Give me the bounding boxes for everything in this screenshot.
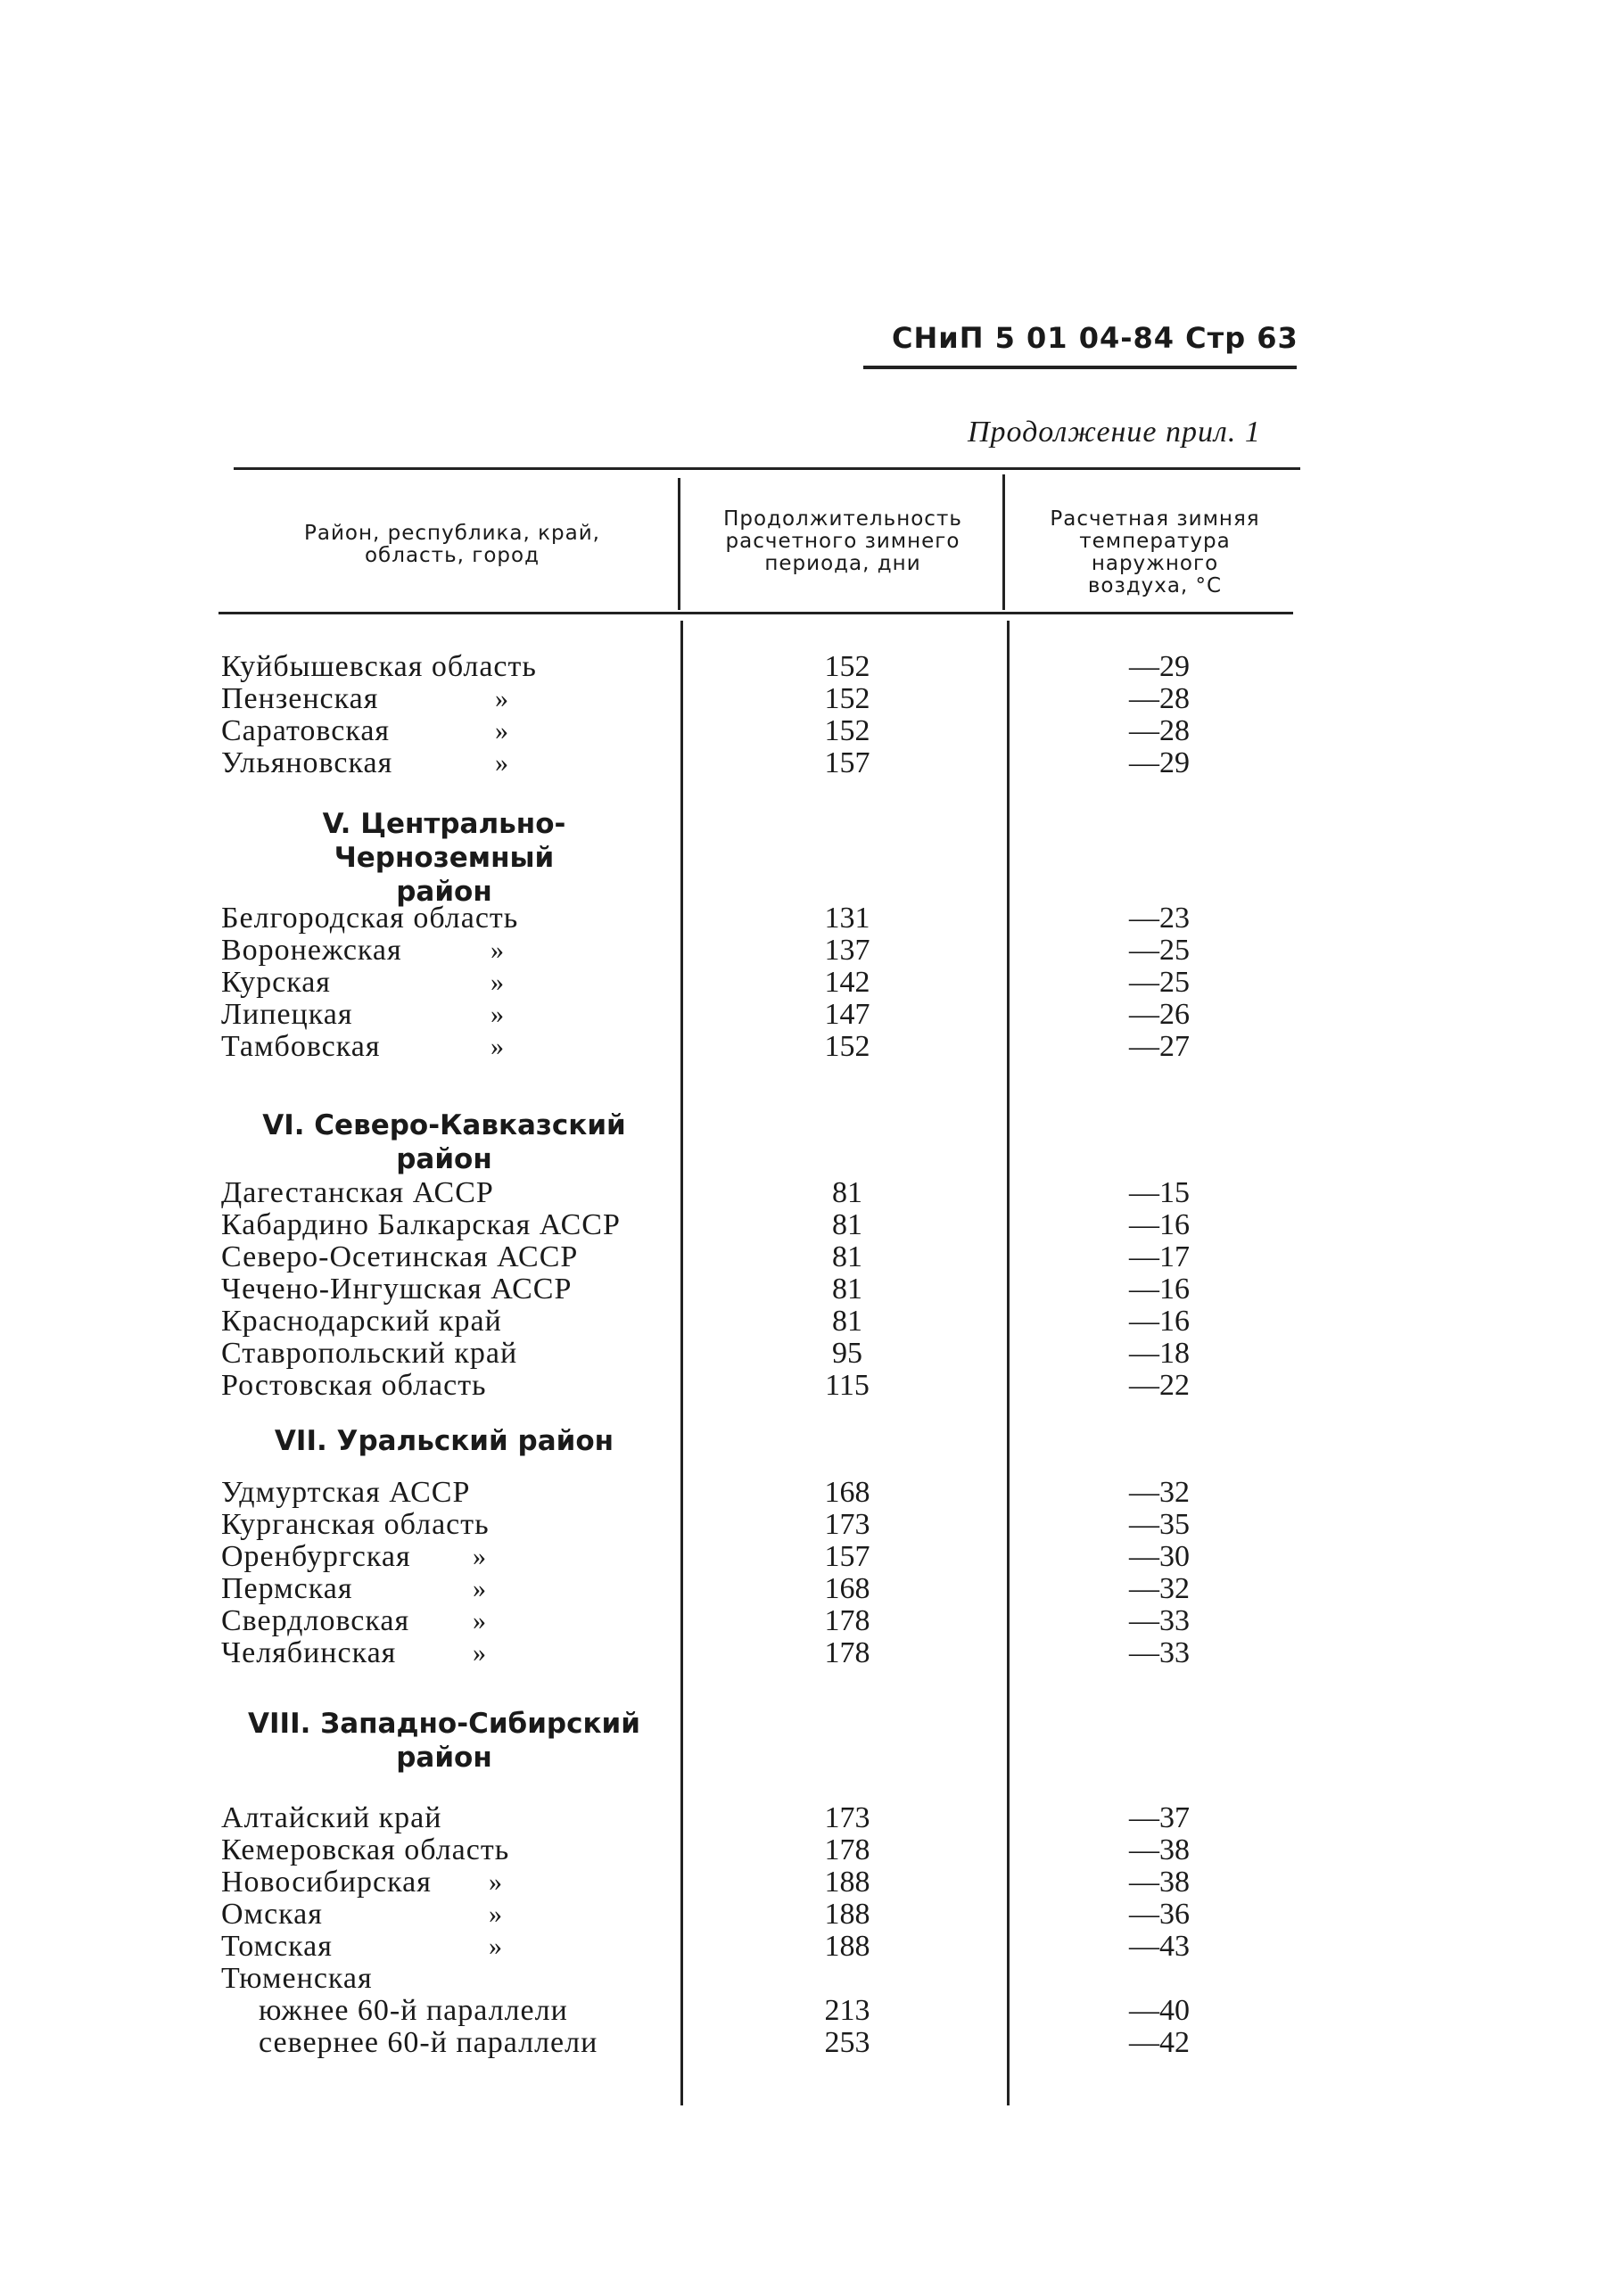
region-name: Новосибирская — [221, 1866, 432, 1899]
column-header-line: воздуха, °С — [1087, 574, 1223, 597]
table-row — [0, 1209, 1624, 1241]
duration-days: 173 — [824, 1801, 870, 1834]
table-row — [0, 935, 1624, 967]
table-row — [0, 747, 1624, 779]
region-name: Тамбовская — [221, 1030, 381, 1063]
column-divider-1-header — [678, 478, 680, 610]
winter-temperature: —36 — [1129, 1898, 1190, 1931]
ditto-mark: » — [489, 1867, 502, 1897]
table-row — [0, 1509, 1624, 1541]
column-header-line: температура наружного — [1079, 530, 1231, 575]
winter-temperature: —32 — [1129, 1476, 1190, 1509]
section-heading — [221, 1707, 667, 1775]
table-row — [0, 902, 1624, 935]
duration-days: 152 — [824, 1030, 870, 1063]
duration-days: 81 — [832, 1240, 862, 1273]
ditto-mark: » — [490, 1032, 504, 1061]
table-row — [0, 1573, 1624, 1605]
header-bottom-rule — [218, 612, 1293, 614]
duration-days: 115 — [825, 1369, 870, 1402]
winter-temperature: —16 — [1129, 1208, 1190, 1241]
winter-temperature: —35 — [1129, 1508, 1190, 1541]
winter-temperature: —16 — [1129, 1273, 1190, 1306]
ditto-mark: » — [473, 1542, 486, 1571]
document-reference: СНиП 5 01 04-84 Стр 63 — [892, 321, 1298, 355]
section-heading — [221, 1424, 667, 1458]
ditto-mark: » — [473, 1638, 486, 1668]
region-name: Тюменская — [221, 1962, 373, 1995]
column-header-line: Продолжительность — [723, 507, 962, 531]
winter-temperature: —30 — [1129, 1540, 1190, 1573]
winter-temperature: —38 — [1129, 1833, 1190, 1866]
table-row — [0, 1866, 1624, 1899]
region-name: Алтайский край — [221, 1801, 442, 1834]
table-row — [0, 715, 1624, 747]
duration-days: 152 — [824, 682, 870, 715]
duration-days: 95 — [832, 1337, 862, 1370]
winter-temperature: —33 — [1129, 1636, 1190, 1669]
duration-days: 178 — [824, 1636, 870, 1669]
winter-temperature: —28 — [1129, 714, 1190, 747]
duration-days: 188 — [824, 1898, 870, 1931]
duration-days: 81 — [832, 1305, 862, 1338]
winter-temperature: —32 — [1129, 1572, 1190, 1605]
region-name: южнее 60-й параллели — [259, 1994, 568, 2027]
winter-temperature: —42 — [1129, 2026, 1190, 2059]
section-heading-line: VI. Северо-Кавказский район — [262, 1109, 626, 1175]
winter-temperature: —15 — [1129, 1176, 1190, 1209]
duration-days: 178 — [824, 1604, 870, 1637]
winter-temperature: —40 — [1129, 1994, 1190, 2027]
region-name: Свердловская — [221, 1604, 410, 1637]
duration-days: 168 — [824, 1572, 870, 1605]
ditto-mark: » — [489, 1899, 502, 1929]
table-row — [0, 1995, 1624, 2027]
region-name: Северо-Осетинская АССР — [221, 1240, 579, 1273]
winter-temperature: —18 — [1129, 1337, 1190, 1370]
table-row — [0, 1899, 1624, 1931]
winter-temperature: —25 — [1129, 966, 1190, 999]
ditto-mark: » — [489, 1932, 502, 1961]
table-row — [0, 1177, 1624, 1209]
column-header-line: периода, дни — [764, 552, 921, 575]
section-heading — [221, 807, 667, 909]
duration-days: 152 — [824, 714, 870, 747]
region-name: Саратовская — [221, 714, 391, 747]
section-heading-line: V. Центрально-Черноземный — [322, 808, 566, 874]
winter-temperature: —38 — [1129, 1866, 1190, 1899]
column-header-line: расчетного зимнего — [725, 530, 960, 553]
column-header-line: область, город — [364, 544, 540, 567]
column-header-temperature — [1013, 508, 1297, 597]
table-row — [0, 651, 1624, 683]
region-name: Пензенская — [221, 682, 379, 715]
ditto-mark: » — [490, 1000, 504, 1029]
duration-days: 152 — [824, 650, 870, 683]
table-row — [0, 1370, 1624, 1402]
region-name: Оренбургская — [221, 1540, 411, 1573]
region-name: Ставропольский край — [221, 1337, 518, 1370]
region-name: Пермская — [221, 1572, 353, 1605]
winter-temperature: —23 — [1129, 902, 1190, 935]
continuation-label: Продолжение прил. 1 — [968, 416, 1261, 449]
region-name: севернее 60-й параллели — [259, 2026, 598, 2059]
region-name: Воронежская — [221, 934, 402, 967]
column-header-region — [234, 523, 671, 567]
table-row — [0, 1834, 1624, 1866]
duration-days: 213 — [824, 1994, 870, 2027]
duration-days: 157 — [824, 746, 870, 779]
section-heading — [221, 1108, 667, 1176]
column-header-duration — [688, 508, 997, 575]
region-name: Чечено-Ингушская АССР — [221, 1273, 573, 1306]
table-row — [0, 683, 1624, 715]
winter-temperature: —29 — [1129, 650, 1190, 683]
column-divider-2-header — [1002, 474, 1005, 610]
region-name: Удмуртская АССР — [221, 1476, 471, 1509]
region-name: Белгородская область — [221, 902, 519, 935]
duration-days: 253 — [824, 2026, 870, 2059]
table-row — [0, 999, 1624, 1031]
winter-temperature: —17 — [1129, 1240, 1190, 1273]
winter-temperature: —33 — [1129, 1604, 1190, 1637]
ditto-mark: » — [495, 748, 508, 778]
ditto-mark: » — [473, 1574, 486, 1603]
region-name: Липецкая — [221, 998, 353, 1031]
section-heading-line: район — [396, 876, 492, 908]
header-rule — [863, 366, 1297, 369]
ditto-mark: » — [490, 935, 504, 965]
region-name: Челябинская — [221, 1636, 397, 1669]
table-row — [0, 967, 1624, 999]
table-row — [0, 1306, 1624, 1338]
table-row — [0, 1477, 1624, 1509]
region-name: Ростовская область — [221, 1369, 487, 1402]
region-name: Томская — [221, 1930, 333, 1963]
region-name: Ульяновская — [221, 746, 393, 779]
duration-days: 81 — [832, 1273, 862, 1306]
winter-temperature: —28 — [1129, 682, 1190, 715]
column-header-line: Район, республика, край, — [304, 522, 600, 545]
region-name: Омская — [221, 1898, 323, 1931]
region-name: Курская — [221, 966, 331, 999]
duration-days: 157 — [824, 1540, 870, 1573]
ditto-mark: » — [495, 716, 508, 746]
duration-days: 188 — [824, 1930, 870, 1963]
table-row — [0, 1802, 1624, 1834]
column-header-line: Расчетная зимняя — [1050, 507, 1260, 531]
table-row — [0, 1541, 1624, 1573]
region-name: Курганская область — [221, 1508, 490, 1541]
duration-days: 81 — [832, 1208, 862, 1241]
table-row — [0, 1963, 1624, 1995]
duration-days: 142 — [824, 966, 870, 999]
winter-temperature: —37 — [1129, 1801, 1190, 1834]
winter-temperature: —22 — [1129, 1369, 1190, 1402]
region-name: Кемеровская область — [221, 1833, 510, 1866]
ditto-mark: » — [473, 1606, 486, 1635]
region-name: Краснодарский край — [221, 1305, 502, 1338]
duration-days: 178 — [824, 1833, 870, 1866]
table-row — [0, 2027, 1624, 2059]
winter-temperature: —25 — [1129, 934, 1190, 967]
section-heading-line: VIII. Западно-Сибирский — [248, 1708, 640, 1740]
winter-temperature: —16 — [1129, 1305, 1190, 1338]
duration-days: 147 — [824, 998, 870, 1031]
duration-days: 188 — [824, 1866, 870, 1899]
duration-days: 137 — [824, 934, 870, 967]
table-row — [0, 1931, 1624, 1963]
section-heading-line: район — [396, 1742, 492, 1774]
winter-temperature: —29 — [1129, 746, 1190, 779]
duration-days: 81 — [832, 1176, 862, 1209]
table-top-rule — [234, 467, 1300, 470]
duration-days: 131 — [824, 902, 870, 935]
table-row — [0, 1273, 1624, 1306]
table-row — [0, 1241, 1624, 1273]
table-row — [0, 1637, 1624, 1669]
ditto-mark: » — [495, 684, 508, 713]
region-name: Куйбышевская область — [221, 650, 537, 683]
duration-days: 173 — [824, 1508, 870, 1541]
table-row — [0, 1338, 1624, 1370]
winter-temperature: —27 — [1129, 1030, 1190, 1063]
ditto-mark: » — [490, 968, 504, 997]
duration-days: 168 — [824, 1476, 870, 1509]
table-row — [0, 1605, 1624, 1637]
winter-temperature: —43 — [1129, 1930, 1190, 1963]
winter-temperature: —26 — [1129, 998, 1190, 1031]
section-heading-line: VII. Уральский район — [274, 1425, 614, 1457]
table-row — [0, 1031, 1624, 1063]
region-name: Дагестанская АССР — [221, 1176, 494, 1209]
region-name: Кабардино Балкарская АССР — [221, 1208, 621, 1241]
